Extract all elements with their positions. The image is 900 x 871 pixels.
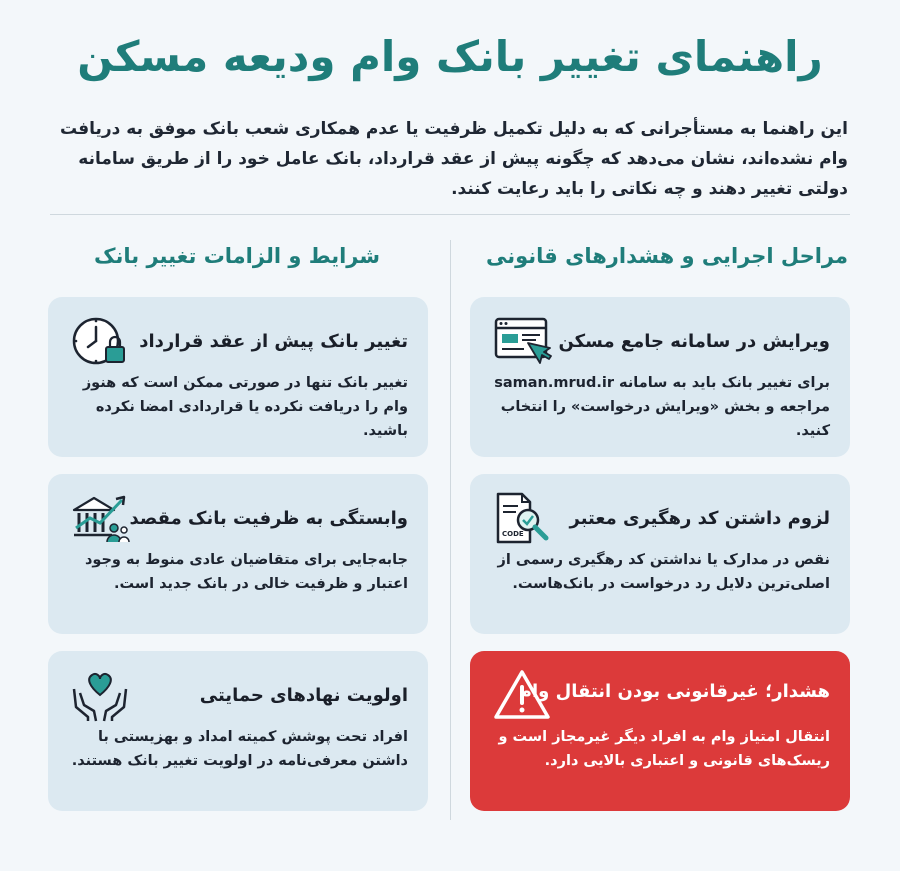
card-title: هشدار؛ غیرقانونی بودن انتقال وام — [518, 681, 830, 702]
steps-column-heading: مراحل اجرایی و هشدارهای قانونی — [485, 244, 848, 268]
card-title: وابستگی به ظرفیت بانک مقصد — [129, 508, 408, 529]
header-divider — [50, 214, 850, 215]
page-title: راهنمای تغییر بانک وام ودیعه مسکن — [77, 32, 823, 81]
card-support-priority — [48, 651, 428, 811]
card-title: ویرایش در سامانه جامع مسکن — [558, 331, 830, 352]
bank-growth-icon — [70, 490, 130, 546]
card-tracking-code — [470, 474, 850, 634]
portal-url-link[interactable]: saman.mrud.ir — [494, 375, 614, 391]
hands-heart-icon — [70, 667, 130, 723]
card-body-prefix: برای تغییر بانک باید به سامانه — [619, 375, 830, 391]
card-title: لزوم داشتن کد رهگیری معتبر — [569, 508, 830, 529]
card-body: تغییر بانک تنها در صورتی ممکن است که هنوز وام را دریافت نکرده یا قراردادی امضا نکرده باشید. — [82, 375, 408, 439]
warning-triangle-icon — [492, 667, 552, 723]
card-body: انتقال امتیاز وام به افراد دیگر غیرمجاز است و ریسک‌های قانونی و اعتباری بالایی دارد. — [498, 729, 830, 769]
card-bank-capacity — [48, 474, 428, 634]
conditions-column-heading: شرایط و الزامات تغییر بانک — [93, 244, 380, 268]
card-body-rest: مراجعه و بخش «ویرایش درخواست» را انتخاب کنید. — [500, 399, 830, 439]
card-transfer-warning — [470, 651, 850, 811]
card-body: افراد تحت پوشش کمیته امداد و بهزیستی با داشتن معرفی‌نامه در اولویت تغییر بانک هستند. — [71, 729, 408, 769]
card-edit-in-portal — [470, 297, 850, 457]
card-body: نقص در مدارک یا نداشتن کد رهگیری رسمی از اصلی‌ترین دلایل رد درخواست در بانک‌هاست. — [497, 552, 830, 592]
card-body — [490, 371, 830, 443]
clock-lock-icon — [70, 313, 130, 369]
web-click-icon — [492, 313, 552, 369]
card-title: اولویت نهادهای حمایتی — [199, 685, 408, 706]
card-before-contract — [48, 297, 428, 457]
icon-code-label: CODE — [502, 530, 524, 538]
card-title: تغییر بانک پیش از عقد قرارداد — [139, 331, 408, 352]
column-divider — [450, 240, 451, 820]
card-body: جابه‌جایی برای متقاضیان عادی منوط به وجود اعتبار و ظرفیت خالی در بانک جدید است. — [84, 552, 408, 592]
document-search-icon — [492, 490, 552, 546]
intro-paragraph: این راهنما به مستأجرانی که به دلیل تکمیل ظرفیت یا عدم همکاری شعب بانک موفق به دریافت وام نشده‌اند، نشان می‌دهد که چگونه پیش از عقد قرارداد، بانک عامل خود را از طریق سامانه دولتی تغییر دهند و چه نکاتی را باید رعایت کنند. — [59, 119, 848, 199]
